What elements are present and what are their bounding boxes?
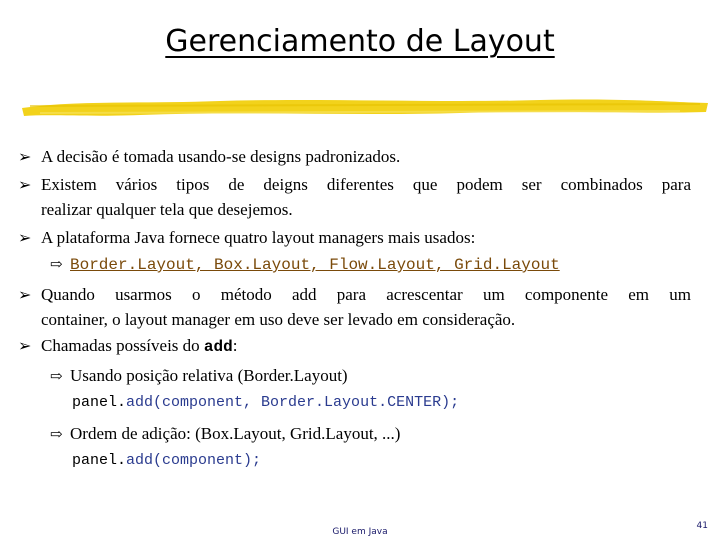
outline-arrow-icon: ⇨ (50, 427, 63, 443)
bullet-5-code: add (203, 338, 233, 356)
bullet-2-line2: realizar qualquer tela que desejemos. (41, 200, 293, 219)
bullet-5-text (41, 333, 691, 360)
code-2-obj: panel. (72, 452, 127, 469)
code-2-method: add(component); (126, 452, 262, 469)
slide-title-text: Gerenciamento de Layout (165, 24, 555, 59)
layout-managers-list: Border.Layout, Box.Layout, Flow.Layout, Grid.Layout (70, 256, 560, 274)
slide-title (0, 24, 720, 59)
footer-caption: GUI em Java (332, 527, 388, 537)
code-line-2 (72, 452, 261, 469)
arrow-bullet-icon: ➢ (18, 230, 32, 247)
arrow-bullet-icon: ➢ (18, 149, 32, 166)
subitem-2-text: Ordem de adição: (Box.Layout, Grid.Layout, ...) (70, 424, 401, 443)
bullet-4-line2: container, o layout manager em uso deve ser levado em consideração. (41, 310, 516, 329)
outline-arrow-icon: ⇨ (50, 369, 63, 385)
arrow-bullet-icon: ➢ (18, 177, 32, 194)
arrow-bullet-icon: ➢ (18, 287, 32, 304)
subitem-1-text: Usando posição relativa (Border.Layout) (70, 366, 348, 385)
highlighter-stroke (20, 94, 710, 120)
code-1-method: add(component, (126, 394, 262, 411)
bullet-3-text: A plataforma Java fornece quatro layout managers mais usados: (41, 228, 476, 247)
bullet-2-line1: Existem vários tipos de deigns diferentes que podem ser combinados para (41, 175, 691, 194)
arrow-bullet-icon: ➢ (18, 338, 32, 355)
bullet-5-prefix: Chamadas possíveis do (41, 336, 204, 355)
code-1-arg: Border.Layout.CENTER); (261, 394, 460, 411)
subitem-relative-position (50, 364, 348, 389)
outline-arrow-icon: ⇨ (50, 257, 63, 273)
code-line-1 (72, 394, 459, 411)
subitem-add-order (50, 422, 400, 447)
bullet-5-suffix: : (232, 336, 238, 355)
page-number: 41 (696, 521, 708, 531)
code-1-obj: panel. (72, 394, 127, 411)
layouts-subitem (50, 252, 560, 277)
bullet-4-line1: Quando usarmos o método add para acrescentar um componente em um (41, 285, 691, 304)
bullet-1-text: A decisão é tomada usando-se designs padronizados. (41, 147, 401, 166)
